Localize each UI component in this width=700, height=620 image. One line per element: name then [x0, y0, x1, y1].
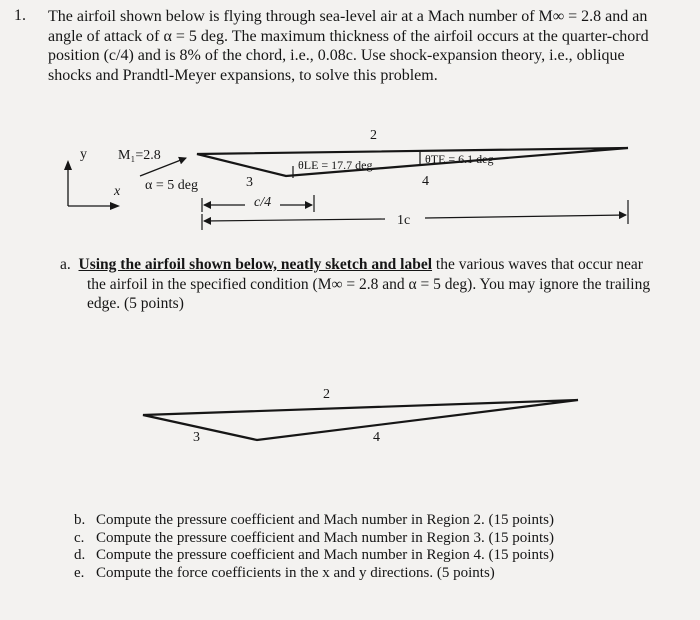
chord-left-arrow: [204, 219, 385, 221]
question-text: Compute the pressure coefficient and Mach number in Region 2. (15 points): [96, 512, 554, 528]
question-letter: d.: [74, 547, 86, 563]
question-item: [74, 512, 554, 530]
y-axis-label: y: [80, 147, 87, 162]
part-a-line-2: the airfoil in the specified condition (M∞ = 2.8 and α = 5 deg). You may ignore the trailing: [87, 275, 651, 293]
part-a-line1-rest: the various waves that occur near: [432, 256, 643, 273]
question-text: Compute the force coefficients in the x and y directions. (5 points): [96, 564, 495, 581]
question-text: Compute the pressure coefficient and Mach number in Region 3. (15 points): [96, 529, 554, 546]
theta-le-label: θLE = 17.7 deg: [298, 158, 373, 172]
problem-line: shocks and Prandtl-Meyer expansions, to solve this problem.: [48, 66, 438, 84]
alpha-label: α = 5 deg: [145, 178, 198, 193]
x-axis-label: x: [114, 184, 121, 199]
region-3-label: 3: [246, 175, 253, 190]
airfoil-outline-1: [197, 148, 628, 176]
airfoil-outline-2: [143, 400, 578, 440]
question-item: [74, 530, 554, 548]
part-a-line-3: edge. (5 points): [87, 295, 184, 312]
region-4-label: 4: [422, 174, 429, 189]
quarter-chord-label: c/4: [254, 195, 272, 210]
question-item: [74, 547, 554, 565]
question-letter: e.: [74, 564, 85, 581]
region-4-label-2: 4: [373, 430, 380, 445]
questions-list: [74, 512, 554, 582]
problem-line: The airfoil shown below is flying through sea-level air at a Mach number of M∞ = 2.8 and an: [48, 8, 648, 25]
question-letter: b.: [74, 512, 86, 528]
part-a-line-1: [60, 255, 660, 275]
question-item: [74, 565, 554, 583]
part-a: [60, 255, 660, 314]
chord-label: 1c: [397, 213, 411, 228]
problem-line: position (c/4) and is 8% of the chord, i.e., 0.08c. Use shock-expansion theory, i.e., oblique: [48, 47, 625, 64]
region-3-label-2: 3: [193, 430, 200, 445]
question-text: Compute the pressure coefficient and Mach number in Region 4. (15 points): [96, 547, 554, 563]
question-letter: c.: [74, 529, 85, 546]
part-a-emphasis: Using the airfoil shown below, neatly sketch and label: [78, 256, 433, 273]
theta-te-label: θTE = 6.1 deg: [425, 152, 494, 166]
problem-line: angle of attack of α = 5 deg. The maximum thickness of the airfoil occurs at the quarter-chord: [48, 27, 649, 45]
region-2-label-2: 2: [323, 387, 330, 402]
y-axis-arrowhead: [64, 160, 72, 170]
part-a-letter: a.: [60, 256, 71, 273]
x-axis-arrowhead: [110, 202, 120, 210]
chord-right-arrow: [425, 215, 626, 218]
region-2-label: 2: [370, 128, 377, 143]
problem-number: 1.: [14, 7, 26, 24]
mach-label: M₁=2.8: [118, 148, 161, 163]
